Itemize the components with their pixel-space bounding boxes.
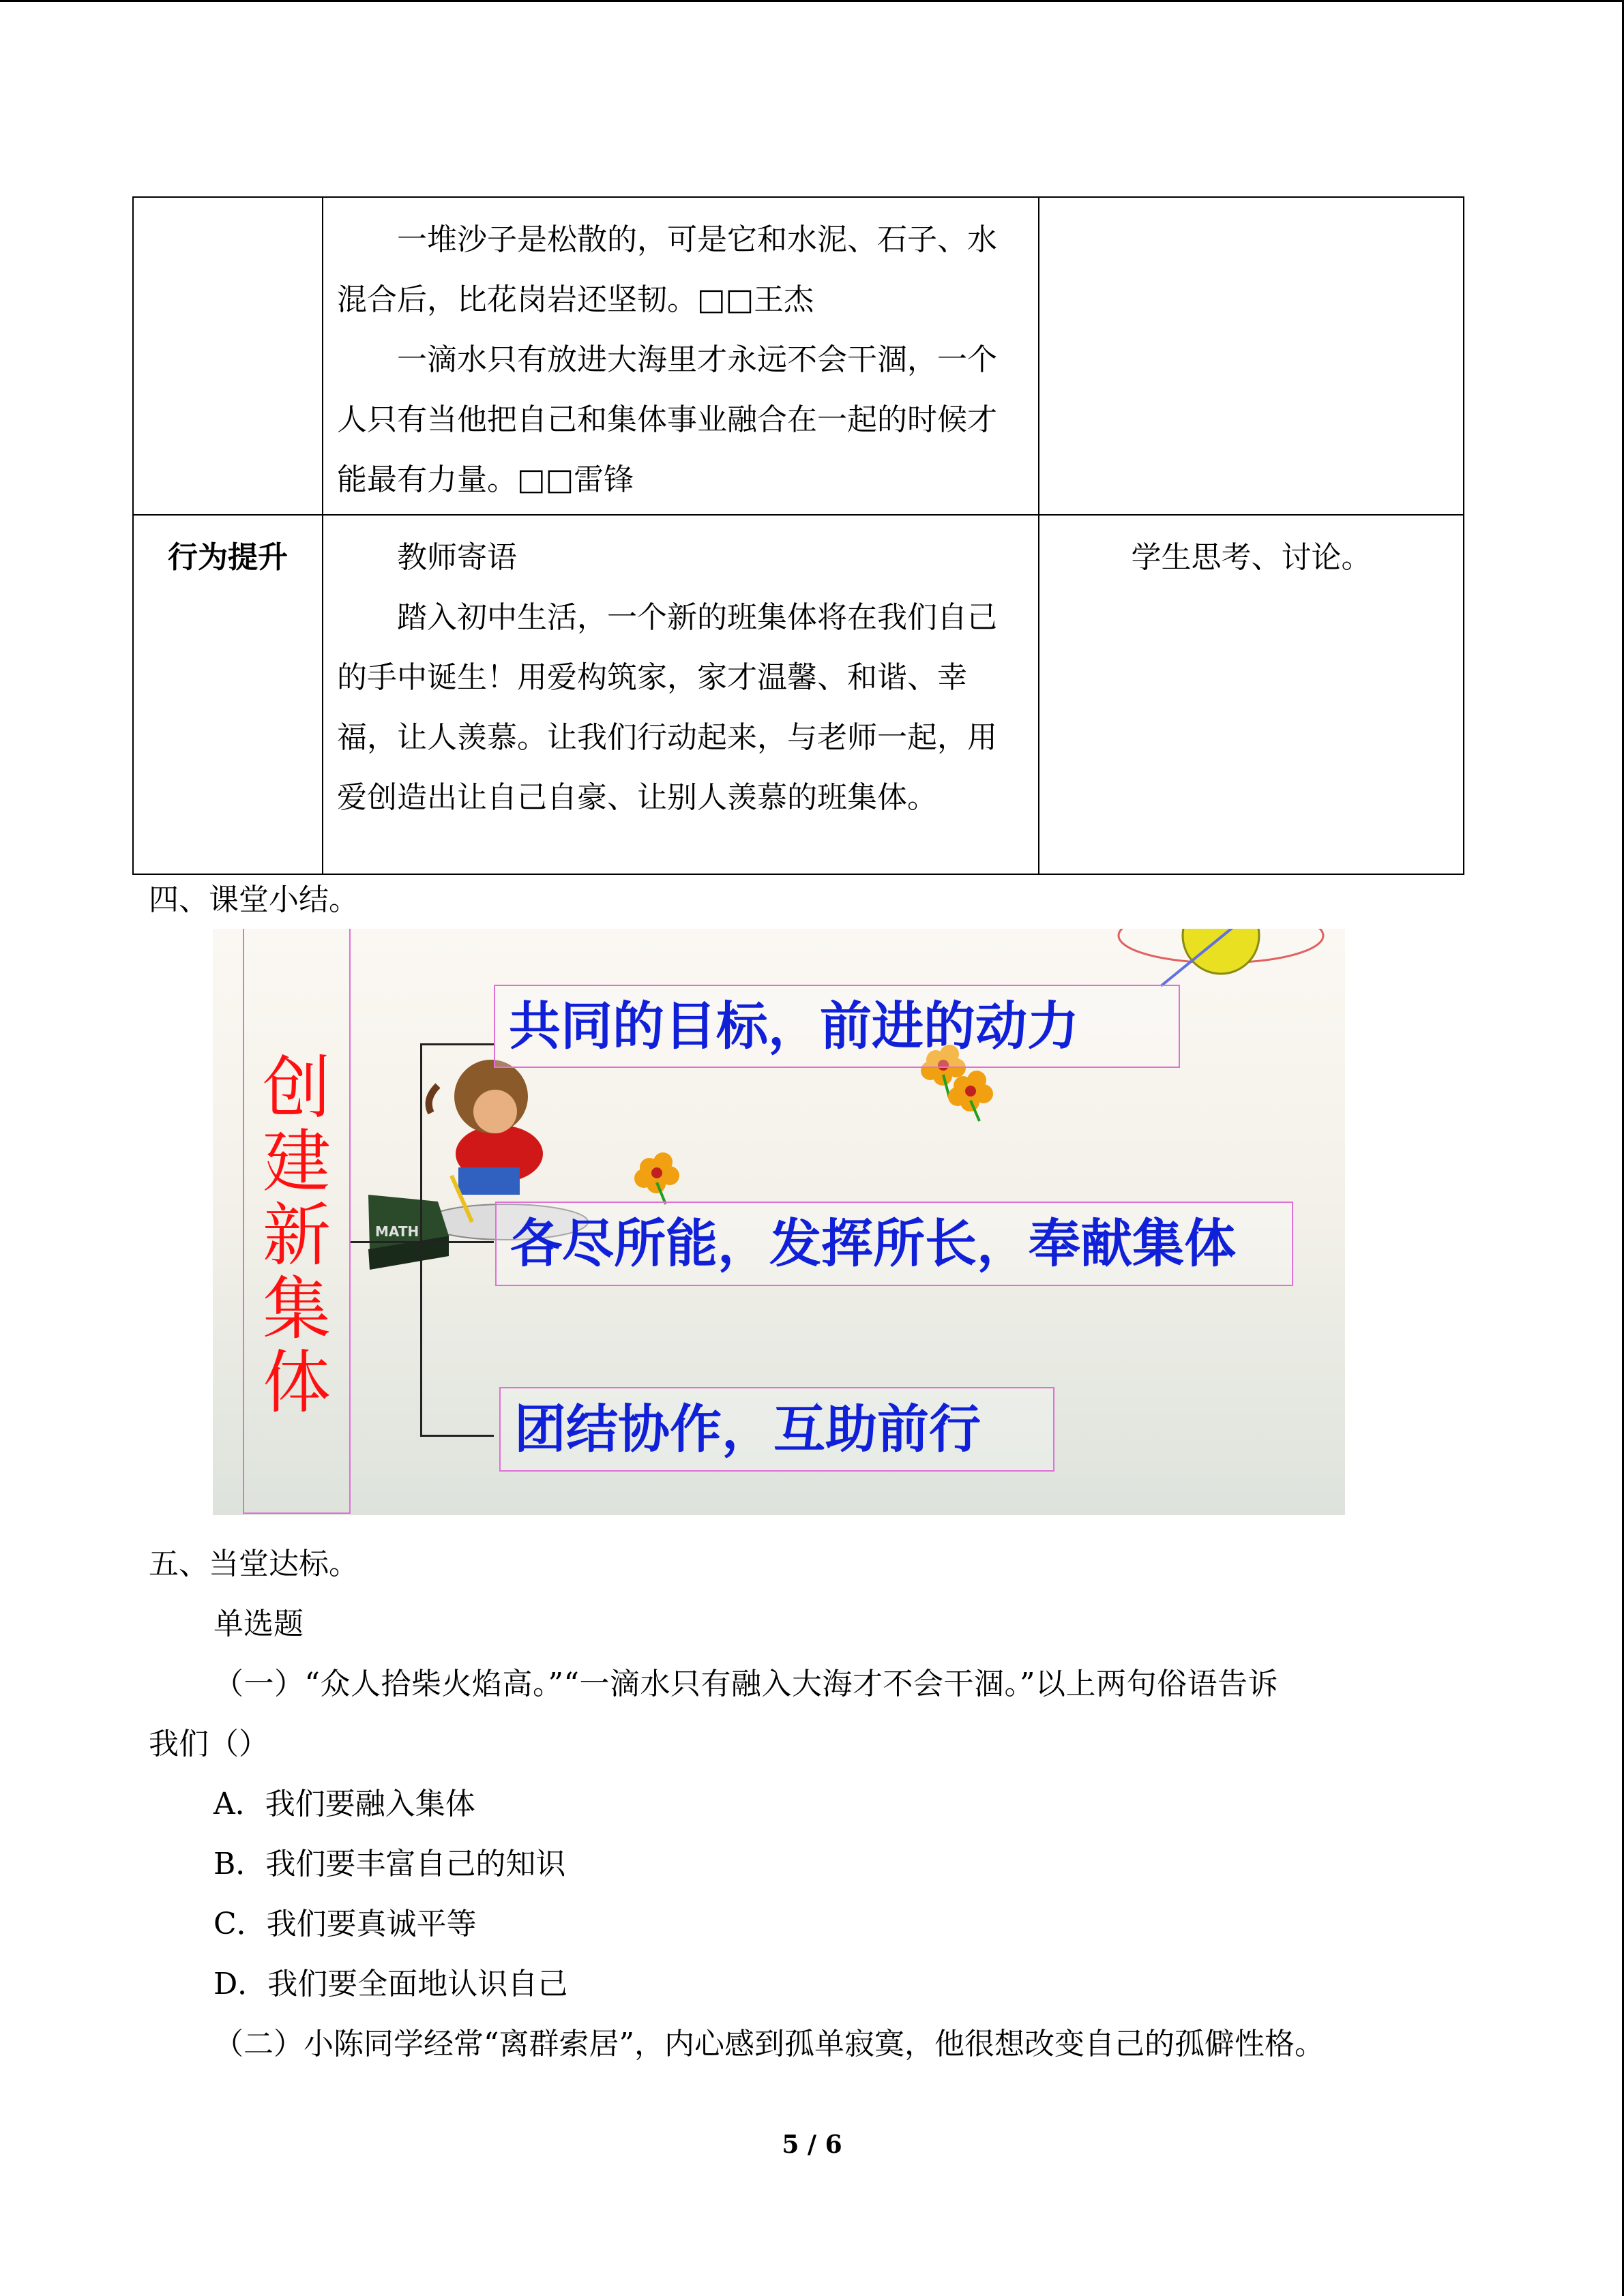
- summary-box-cooperation: 团结协作，互助前行: [499, 1387, 1054, 1472]
- summary-box-contribution: 各尽所能，发挥所长，奉献集体: [495, 1202, 1293, 1286]
- student-activity: 学生思考、讨论。: [1131, 540, 1372, 575]
- page-number: 5 / 6: [782, 2130, 842, 2159]
- book-label: MATH: [375, 1223, 419, 1240]
- question-type-label: 单选题: [213, 1607, 304, 1641]
- summary-box-goal: 共同的目标，前进的动力: [494, 985, 1180, 1068]
- quote-lei-feng: 一滴水只有放进大海里才永远不会干涸，一个人只有当他把自己和集体事业融合在一起的时候才能最有力量。□□雷锋: [337, 342, 997, 497]
- tree-connector: [420, 1043, 422, 1436]
- globe-icon: [1119, 929, 1323, 986]
- stage-label: 行为提升: [168, 540, 288, 575]
- teacher-message-body: 踏入初中生活，一个新的班集体将在我们自己的手中诞生！用爱构筑家，家才温馨、和谐、幸福，让人羡慕。让我们行动起来，与老师一起，用爱创造出让自己自豪、让别人羡慕的班集体。: [337, 600, 997, 815]
- question-2-stem: （二）小陈同学经常“离群索居”，内心感到孤单寂寞，他很想改变自己的孤僻性格。: [213, 2027, 1325, 2061]
- question-1-stem: （一）“众人拾柴火焰高。”“一滴水只有融入大海才不会干涸。”以上两句俗语告诉: [213, 1667, 1278, 1701]
- vertical-title: 创建新集体: [263, 1048, 331, 1422]
- row1-activity-cell: [1039, 197, 1464, 515]
- teacher-message-title: 教师寄语: [397, 540, 517, 575]
- row2-stage-cell: [133, 515, 323, 874]
- question-1-option-b: B．我们要丰富自己的知识: [213, 1847, 566, 1881]
- lesson-table: [132, 196, 1464, 875]
- section-5-heading: 五、当堂达标。: [149, 1547, 359, 1581]
- row2-content-cell: [323, 515, 1039, 874]
- flower-icon: [634, 1152, 679, 1204]
- question-1-option-a: A．我们要融入集体: [213, 1787, 475, 1821]
- table-row: [133, 515, 1464, 874]
- question-1-option-d: D．我们要全面地认识自己: [213, 1967, 568, 2001]
- row2-activity-cell: [1039, 515, 1464, 874]
- tree-branch: [351, 1241, 494, 1243]
- summary-slide-image: [213, 929, 1345, 1515]
- tree-branch: [420, 1435, 494, 1437]
- question-1-option-c: C．我们要真诚平等: [213, 1907, 477, 1941]
- table-row: [133, 197, 1464, 515]
- tree-branch: [420, 1043, 494, 1045]
- flower-icon: [948, 1071, 993, 1121]
- row1-content-cell: [323, 197, 1039, 515]
- page-top-border: [0, 0, 1624, 2]
- section-4-heading: 四、课堂小结。: [149, 882, 359, 917]
- question-1-stem-continued: 我们（）: [149, 1727, 269, 1761]
- row1-stage-cell: [133, 197, 323, 515]
- quote-wang-jie: 一堆沙子是松散的，可是它和水泥、石子、水混合后，比花岗岩还坚韧。□□王杰: [337, 222, 997, 317]
